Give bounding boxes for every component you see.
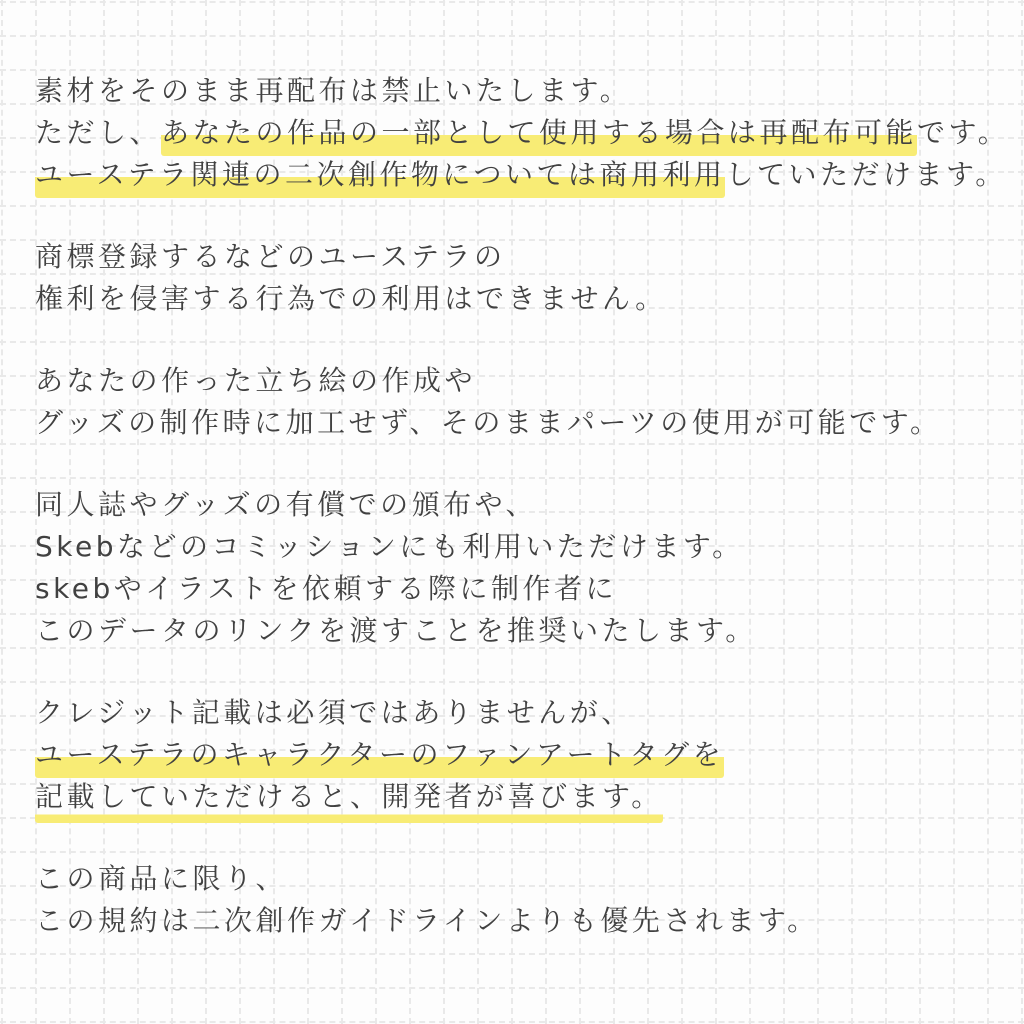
text-line	[35, 484, 1018, 526]
text-line	[35, 526, 1018, 568]
paragraph	[35, 484, 1018, 652]
paragraph	[35, 70, 1018, 196]
text-segment: していただけます。	[725, 158, 1007, 191]
text-segment: この規約は二次創作ガイドラインよりも優先されます。	[35, 904, 819, 937]
text-line	[35, 692, 1018, 734]
grid-horizontal-line	[0, 1021, 1024, 1023]
text-segment: クレジット記載は必須ではありませんが、	[35, 696, 633, 729]
text-line	[35, 568, 1018, 610]
text-segment: skebやイラストを依頼する際に制作者に	[35, 572, 617, 605]
text-line	[35, 734, 1018, 776]
text-line	[35, 776, 1018, 818]
paragraph	[35, 360, 1018, 444]
terms-document	[35, 70, 1018, 982]
text-segment: グッズの制作時に加工せず、そのままパーツの使用が可能です。	[35, 406, 942, 439]
grid-vertical-line	[1021, 0, 1023, 1024]
text-segment: この商品に限り、	[35, 862, 288, 895]
paragraph	[35, 236, 1018, 320]
highlight-mark: ユーステラ関連の二次創作物については商用利用	[35, 158, 725, 198]
text-segment: このデータのリンクを渡すことを推奨いたします。	[35, 614, 757, 647]
text-segment: 商標登録するなどのユーステラの	[35, 240, 506, 273]
text-segment: 同人誌やグッズの有償での頒布や、	[35, 488, 538, 521]
text-line	[35, 900, 1018, 942]
grid-horizontal-line	[0, 987, 1024, 989]
text-line	[35, 278, 1018, 320]
highlight-mark: ユーステラのキャラクターのファンアートタグを	[35, 738, 724, 778]
text-segment: あなたの作った立ち絵の作成や	[35, 364, 477, 397]
text-segment: Skebなどのコミッションにも利用いただけます。	[35, 530, 744, 563]
text-line	[35, 236, 1018, 278]
paragraph	[35, 858, 1018, 942]
text-segment: 素材をそのまま再配布は禁止いたします。	[35, 74, 632, 107]
text-line	[35, 858, 1018, 900]
text-segment: ただし、	[35, 116, 162, 149]
text-line	[35, 154, 1018, 196]
text-line	[35, 70, 1018, 112]
text-line	[35, 360, 1018, 402]
text-line	[35, 112, 1018, 154]
text-segment: 権利を侵害する行為での利用はできません。	[35, 282, 667, 315]
highlight-mark: 記載していただけると、開発者が喜びます。	[35, 780, 663, 823]
text-segment: です。	[917, 116, 1010, 149]
text-line	[35, 610, 1018, 652]
paragraph	[35, 692, 1018, 818]
highlight-mark: あなたの作品の一部として使用する場合は再配布可能	[161, 116, 917, 156]
text-line	[35, 402, 1018, 444]
